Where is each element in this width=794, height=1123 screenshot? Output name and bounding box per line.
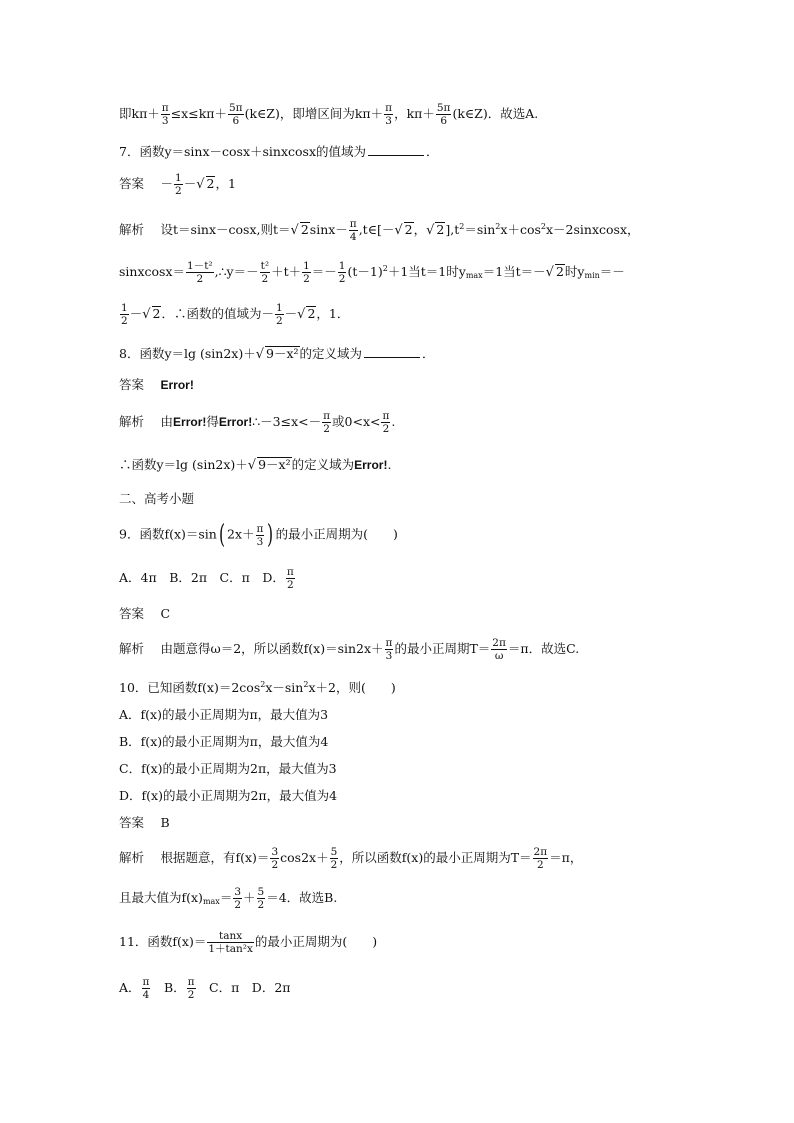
text: ，kπ＋ [394,106,435,121]
text: B． [151,980,186,995]
radicand: 2 [436,222,445,237]
text: ,∴y＝－ [214,264,259,279]
text: cos2x＋ [280,850,329,865]
answer-blank [364,347,420,358]
fraction: $\frac{\text{1－t²}}{2}$ [187,260,213,285]
question-9 [119,522,398,548]
fraction: $\frac{\pi}{3}$ [385,637,393,662]
fraction: $\frac{\pi}{2}$ [286,566,294,591]
text: ],t [445,222,460,237]
error-text: Error! [160,378,194,392]
option-d: D．f(x)的最小正周期为2π，最大值为4 [119,788,338,803]
answer-label: 答案 [119,176,145,191]
text: A． [119,980,141,995]
radicand: 2 [555,264,564,279]
text: － [183,176,197,191]
text: － [160,176,174,191]
fraction: $\frac{\pi}{4}$ [142,976,150,1001]
text: ＋ [243,890,256,905]
text: 由 [160,414,174,429]
text: ，所以函数f(x)的最小正周期为T＝ [339,850,532,865]
answer-value: B [160,815,170,830]
text: (k∈Z)．故选A. [452,106,539,121]
answer-8 [119,375,194,393]
question-11 [119,930,377,955]
fraction: $\frac{\tan x}{\text{1＋tan²x}}$ [208,930,253,955]
fraction: $\frac{1}{2}$ [338,260,346,285]
solution-label: 解析 [119,222,145,237]
subscript: max [202,897,220,906]
sqrt-sign: √ [247,458,257,473]
solution-label: 解析 [119,414,145,429]
text: 的定义域为 [291,457,355,472]
sqrt-sign: √ [545,265,554,280]
sqrt-sign: √ [255,347,265,362]
error-text: Error! [218,415,253,429]
answer-label: 答案 [119,606,145,621]
superscript: 2 [495,222,501,231]
text: ＝－ [311,264,337,279]
fraction: $\frac{1}{2}$ [275,302,283,327]
fraction: $\frac{5}{2}$ [330,846,338,871]
text: ＋t＋ [271,264,302,279]
question-8 [119,344,435,362]
text: x＋2，则( ) [308,680,396,695]
solution-label: 解析 [119,641,145,656]
fraction: $\frac{5}{2}$ [257,886,265,911]
text: － [129,306,143,321]
text: ．∴函数的值域为－ [161,306,274,321]
question-text: 9．函数f(x)＝sin [119,526,217,542]
option-c: C．f(x)的最小正周期为2π，最大值为3 [119,761,337,776]
sqrt-sign: √ [142,307,151,322]
text: － [284,306,298,321]
radicand: 9－x² [266,346,299,361]
solution-8 [119,410,395,435]
question-10 [119,678,396,696]
fraction: $\frac{\pi}{3}$ [385,102,393,127]
solution-8-line-2 [119,455,391,473]
error-text: Error! [354,458,388,472]
text: 的最小正周期为( ) [275,526,398,542]
fraction: $\frac{2\pi}{\omega}$ [492,637,506,662]
text: 的定义域为 [299,346,363,361]
text: ∴－3≤x<－ [252,414,322,429]
text: ，1 [215,176,236,191]
fraction: $\frac{5\pi}{6}$ [229,102,243,127]
text: ＝sin [464,222,496,237]
solution-line-continued [119,102,538,127]
section-heading: 二、高考小题 [119,491,195,506]
fraction: $\frac{5\pi}{6}$ [436,102,451,127]
text: ＝1当t＝－ [482,264,546,279]
text: C．π D．2π [196,980,291,995]
radicand: 2 [404,222,413,237]
question-text: 8．函数y＝lg (sin2x)＋ [119,346,256,361]
question-text: 11．函数f(x)＝ [119,934,207,949]
superscript: 2 [459,222,465,231]
text: . [391,414,396,429]
text: x－2sinxcosx， [545,222,640,237]
options-text: A．4π B．2π C．π D． [119,570,285,585]
text: ＋1当t＝1时y [387,264,466,279]
text: ＝π．故选C. [507,641,580,656]
solution-7-line-3 [119,302,349,327]
error-text: Error! [173,415,207,429]
question-11-options [119,976,291,1001]
subscript: min [584,271,600,280]
text: 得 [206,414,219,429]
solution-10-line-2 [119,886,337,911]
solution-10-line-1 [119,846,582,871]
text: sinx－ [309,222,348,237]
text: ,t∈[－ [358,222,395,237]
radicand: 2 [206,176,215,191]
sqrt-sign: √ [196,177,205,192]
text: 的最小正周期为( ) [254,934,378,949]
answer-value: C [160,606,171,621]
sqrt-sign: √ [394,223,403,238]
solution-label: 解析 [119,850,145,865]
text: sinxcosx＝ [119,264,186,279]
option-b: B．f(x)的最小正周期为π，最大值为4 [119,734,329,749]
fraction: $\frac{3}{2}$ [271,846,279,871]
text: 或0<x< [332,414,381,429]
fraction: $\frac{3}{2}$ [234,886,242,911]
fraction: $\frac{\pi}{4}$ [349,218,357,243]
text: 的最小正周期T＝ [394,641,491,656]
text: ，1． [316,306,350,321]
answer-10 [119,813,170,831]
superscript: 2 [382,264,388,273]
answer-label: 答案 [119,377,145,392]
text: ＝4．故选B. [266,890,338,905]
fraction: $\frac{\pi}{2}$ [323,410,331,435]
left-paren: ( [218,520,225,550]
text: ． [422,346,435,361]
answer-blank [368,145,424,156]
fraction: $\frac{\pi}{2}$ [382,410,390,435]
superscript: 2 [260,680,266,689]
subscript: max [465,271,483,280]
fraction: $\frac{1}{2}$ [121,302,128,327]
text: (t－1) [347,264,383,279]
solution-9 [119,637,579,662]
radicand: 2 [307,306,316,321]
text: ≤x≤kπ＋ [170,106,227,121]
text: 设t＝sinx－cosx,则t＝ [160,222,291,237]
option-a: A．f(x)的最小正周期为π，最大值为3 [119,707,329,722]
text: 即kπ＋ [119,106,160,121]
fraction: $\frac{\pi}{3}$ [161,102,169,127]
fraction: $\frac{\text{t²}}{2}$ [260,260,270,285]
text: . [387,457,392,472]
radicand: 2 [300,222,309,237]
question-text: 7．函数y＝sinx－cosx＋sinxcosx的值域为 [119,144,367,159]
text: 2x＋ [227,526,255,542]
fraction: $\frac{\pi}{2}$ [187,976,195,1001]
text: ＝π， [549,850,583,865]
text: 时y [564,264,585,279]
solution-7-line-2 [119,260,625,285]
superscript: 2 [540,222,546,231]
answer-label: 答案 [119,815,145,830]
question-9-options [119,566,296,591]
superscript: 2 [303,680,309,689]
radicand: 2 [152,306,161,321]
text: 根据题意，有f(x)＝ [160,850,270,865]
text: ∴函数y＝lg (sin2x)＋ [119,457,248,472]
text: ， [413,222,427,237]
radicand: 9－x² [258,457,291,472]
text: x＋cos [500,222,541,237]
solution-7-line-1 [119,218,640,243]
question-text: 10．已知函数f(x)＝2cos [119,680,261,695]
text: ＝ [219,890,233,905]
text: ． [426,144,439,159]
fraction: $\frac{1}{2}$ [175,172,182,197]
text: 且最大值为f(x) [119,890,203,905]
text: ＝－ [599,264,625,279]
right-paren: ) [267,520,274,550]
text: 由题意得ω＝2，所以函数f(x)＝sin2x＋ [160,641,384,656]
sqrt-sign: √ [290,223,299,238]
answer-7 [119,172,236,197]
fraction: $\frac{\pi}{3}$ [256,522,264,548]
sqrt-sign: √ [297,307,306,322]
fraction: $\frac{1}{2}$ [303,260,310,285]
sqrt-sign: √ [426,223,435,238]
text: x－sin [265,680,304,695]
fraction: $\frac{2\pi}{2}$ [533,846,548,871]
answer-9 [119,604,170,622]
text: (k∈Z)，即增区间为kπ＋ [244,106,384,121]
question-7 [119,142,439,160]
